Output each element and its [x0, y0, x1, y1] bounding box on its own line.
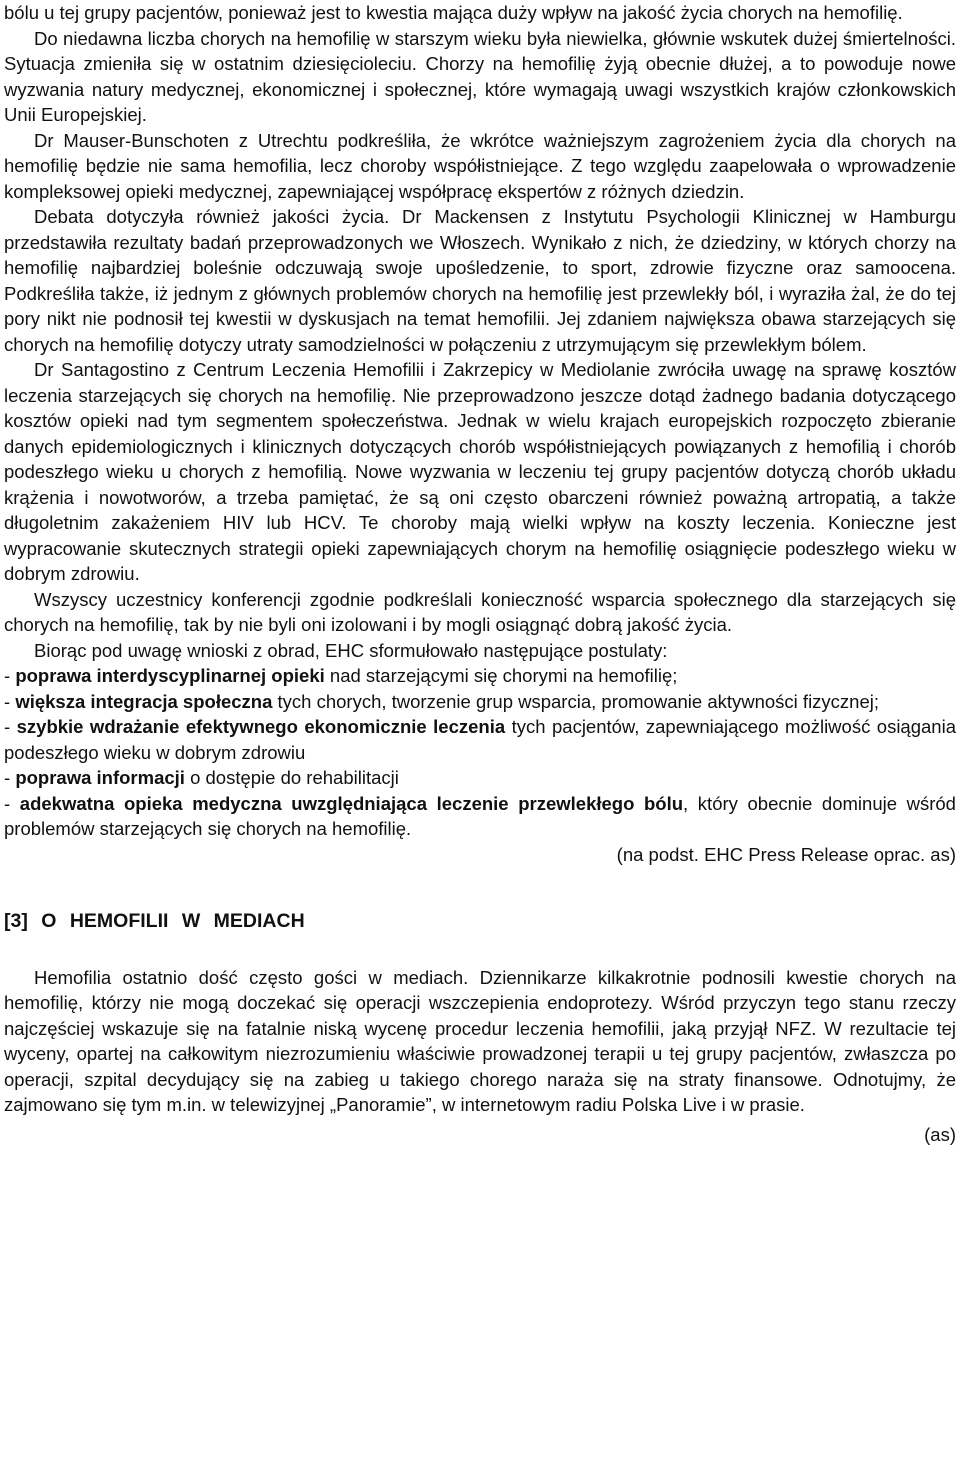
- postulate-bold: poprawa informacji: [15, 767, 185, 788]
- paragraph-continuation: bólu u tej grupy pacjentów, ponieważ jest to kwestia mająca duży wpływ na jakość życia chorych na hemofilię.: [4, 2, 903, 23]
- postulate-item: - szybkie wdrażanie efektywnego ekonomicznie leczenia tych pacjentów, zapewniającego możliwość osiągania podeszłego wieku w dobrym zdrowiu: [4, 716, 956, 763]
- postulate-bold: większa integracja społeczna: [15, 690, 273, 712]
- paragraph: Dr Mauser-Bunschoten z Utrechtu podkreśliła, że wkrótce ważniejszym zagrożeniem życia dla chorych na hemofilię będzie nie sama hemofilia, lecz choroby współistniejące. Z tego względu zaapelowała o wprowadzenie kompleksowej opieki medycznej, zapewniającej współpracę ekspertów z różnych dziedzin.: [4, 129, 956, 202]
- postulate-item: - adekwatna opieka medyczna uwzględniająca leczenie przewlekłego bólu, który obecnie dominuje wśród problemów starzejących się chorych na hemofilię.: [4, 792, 956, 839]
- article-media: [4, 965, 956, 1148]
- paragraph: Do niedawna liczba chorych na hemofilię w starszym wieku była niewielka, głównie wskutek dużej śmiertelności. Sytuacja zmieniła się w ostatnim dziesięcioleciu. Chorzy na hemofilię żyją obecnie dłużej, a to powoduje nowe wyzwania natury medycznej, ekonomicznej i społecznej, które wymagają uwagi wszystkich krajów członkowskich Unii Europejskiej.: [4, 27, 956, 125]
- source-note: (na podst. EHC Press Release oprac. as): [616, 843, 956, 865]
- document-page: [4, 0, 956, 1147]
- paragraph: Biorąc pod uwagę wnioski z obrad, EHC sformułowało następujące postulaty:: [34, 639, 668, 661]
- postulate-item: - poprawa informacji o dostępie do rehabilitacji: [4, 767, 399, 788]
- paragraph: Debata dotyczyła również jakości życia. Dr Mackensen z Instytutu Psychologii Klinicznej w Hamburgu przedstawiła rezultaty badań przeprowadzonych we Włoszech. Wynikało z nich, że dziedziny, w których chorzy na hemofilię najbardziej boleśnie odczuwają swoje upośledzenie, to sport, zdrowie fizyczne oraz samoocena. Podkreśliła także, iż jednym z głównych problemów chorych na hemofilię jest przewlekły ból, i wyraziła żal, że do tej pory nikt nie podnosił tej kwestii w dyskusjach na temat hemofilii. Jej zdaniem największa obawa starzejących się chorych na hemofilię dotyczy utraty samodzielności w połączeniu z utrzymującym się przewlekłym bólem.: [4, 206, 956, 355]
- postulate-bold: szybkie wdrażanie efektywnego ekonomicznie leczenia: [16, 716, 506, 737]
- postulates-list: [4, 663, 956, 842]
- postulate-bold: adekwatna opieka medyczna uwzględniająca leczenie przewlekłego bólu: [19, 792, 684, 814]
- postulate-item: - większa integracja społeczna tych chorych, tworzenie grup wsparcia, promowanie aktywności fizycznej;: [4, 690, 880, 712]
- section-heading: [3] O HEMOFILII W MEDIACH: [4, 910, 305, 932]
- article-elderly-hemophilia: [4, 0, 956, 867]
- paragraph: Dr Santagostino z Centrum Leczenia Hemofilii i Zakrzepicy w Mediolanie zwróciła uwagę na sprawę kosztów leczenia starzejących się chorych na hemofilię. Nie przeprowadzono jeszcze dotąd żadnego badania dotyczącego kosztów opieki nad tym segmentem społeczeństwa. Jednak w wielu krajach europejskich rozpoczęto zbieranie danych epidemiologicznych i klinicznych dotyczących chorób współistniejących powiązanych z hemofilią i chorób podeszłego wieku u chorych z hemofilią. Nowe wyzwania w leczeniu tej grupy pacjentów dotyczą chorób układu krążenia i nowotworów, a trzeba pamiętać, że są oni często obarczeni również poważną artropatią, a także długoletnim zakażeniem HIV lub HCV. Te choroby mają wielki wpływ na koszty leczenia. Konieczne jest wypracowanie skutecznych strategii opieki zapewniających chorym na hemofilię osiągnięcie podeszłego wieku w dobrym zdrowiu.: [4, 359, 956, 584]
- postulate-bold: poprawa interdyscyplinarnej opieki: [15, 665, 325, 686]
- postulate-item: - poprawa interdyscyplinarnej opieki nad starzejącymi się chorymi na hemofilię;: [4, 665, 678, 686]
- author-signature: (as): [924, 1123, 956, 1145]
- paragraph: Wszyscy uczestnicy konferencji zgodnie podkreślali konieczność wsparcia społecznego dla starzejących się chorych na hemofilię, tak by nie byli oni izolowani i by mogli osiągnąć dobrą jakość życia.: [4, 588, 956, 635]
- paragraph: Hemofilia ostatnio dość często gości w mediach. Dziennikarze kilkakrotnie podnosili kwestie chorych na hemofilię, którzy nie mogą doczekać się operacji wszczepienia endoprotezy. Wśród przyczyn tego stanu rzeczy najczęściej wskazuje się na fatalnie niską wycenę procedur leczenia hemofilii, jaką przyjął NFZ. W rezultacie tej wyceny, opartej na całkowitym niezrozumieniu właściwie prowadzonej terapii u tej grupy pacjentów, zwłaszcza po operacji, szpital decydujący się na zabieg u takiego chorego naraża się na straty finansowe. Odnotujmy, że zajmowano się tym m.in. w telewizyjnej „Panoramie”, w internetowym radiu Polska Live i w prasie.: [4, 966, 956, 1115]
